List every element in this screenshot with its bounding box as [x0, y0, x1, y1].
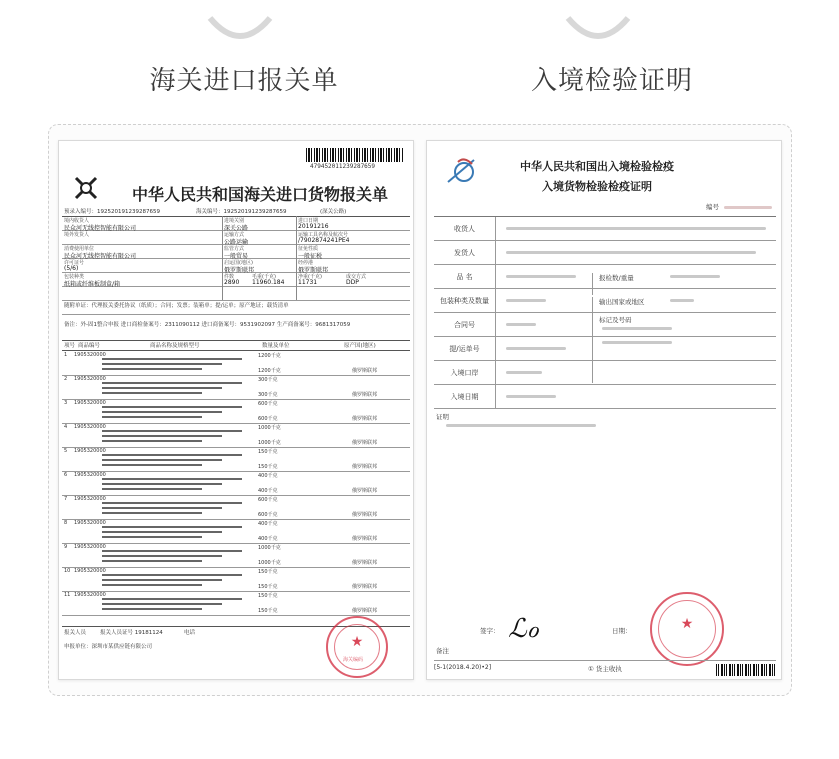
goods-origin-country: 俄罗斯联邦: [352, 392, 378, 398]
row-label: 包装种类及数量: [434, 289, 496, 312]
field-label: 成交方式: [346, 274, 367, 280]
redacted-value: [506, 227, 766, 230]
redacted-value: [670, 275, 720, 278]
table-row: [62, 376, 410, 400]
field-value: 20191216: [298, 223, 329, 230]
customs-form-title: 中华人民共和国海关进口货物报关单: [132, 185, 389, 204]
goods-description-line: [102, 502, 242, 504]
goods-origin-country: 俄罗斯联邦: [352, 440, 378, 446]
barcode: [306, 148, 404, 162]
sign-label: 签字：: [480, 627, 500, 635]
certificate-number-value: [724, 206, 772, 209]
redacted-value: [602, 341, 672, 344]
goods-quantity-legal: 300千克: [258, 392, 278, 398]
goods-description-line: [102, 459, 222, 461]
goods-header-origin: 原产国(地区): [344, 343, 376, 349]
goods-header-qty: 数量及单位: [262, 343, 290, 349]
goods-item-number: 8: [64, 520, 68, 526]
grid-line: [222, 216, 223, 300]
field-label: 包装种类: [64, 274, 85, 280]
field-value: 深关公路: [224, 225, 249, 232]
inspection-logo-icon: [444, 154, 484, 190]
goods-item-number: 10: [64, 568, 71, 574]
goods-quantity-legal: 400千克: [258, 536, 278, 542]
goods-quantity-legal: 150千克: [258, 464, 278, 470]
row-label: 提/运单号: [434, 337, 496, 360]
goods-quantity-legal: 150千克: [258, 608, 278, 614]
goods-hs-code: 1905320000: [74, 520, 106, 526]
goods-description-line: [102, 363, 222, 365]
goods-description-line: [102, 584, 202, 586]
table-row: [62, 424, 410, 448]
field-label: 消费使用单位: [64, 246, 95, 252]
goods-header-code: 商品编号: [78, 343, 101, 349]
field-value: /7902874241PE4: [298, 237, 350, 244]
inspection-table: [434, 216, 776, 430]
redacted-proof-text: [446, 424, 596, 427]
field-value: (5/6): [64, 265, 79, 272]
field-label: 监管方式: [224, 246, 245, 252]
grid-line: [62, 350, 410, 351]
goods-description-line: [102, 555, 222, 557]
goods-origin-country: 俄罗斯联邦: [352, 608, 378, 614]
goods-quantity-legal: 1000千克: [258, 440, 281, 446]
goods-description-line: [102, 416, 202, 418]
goods-description-line: [102, 411, 222, 413]
redacted-value: [506, 395, 556, 398]
goods-description-line: [102, 608, 202, 610]
goods-origin-country: 俄罗斯联邦: [352, 536, 378, 542]
goods-item-number: 5: [64, 448, 68, 454]
field-label: 许可证号: [64, 260, 85, 266]
table-row: [434, 217, 776, 241]
goods-description-line: [102, 430, 242, 432]
goods-origin-country: 俄罗斯联邦: [352, 584, 378, 590]
heading-inspection-certificate: 入境检验证明: [530, 66, 693, 96]
grid-line: [62, 300, 410, 301]
row-label: 收货人: [434, 217, 496, 240]
goods-quantity: 1200千克: [258, 353, 281, 359]
field-label: 件数: [224, 274, 235, 280]
redacted-value: [506, 251, 756, 254]
goods-list: [58, 352, 414, 622]
field-value: DDP: [346, 279, 359, 286]
goods-description-line: [102, 440, 202, 442]
table-row: [62, 520, 410, 544]
row-label: 发货人: [434, 241, 496, 264]
goods-hs-code: 1905320000: [74, 544, 106, 550]
goods-description-line: [102, 598, 242, 600]
field-value: 11960.184: [252, 279, 285, 286]
table-row: [62, 592, 410, 616]
goods-item-number: 4: [64, 424, 68, 430]
row-label: 合同号: [434, 313, 496, 336]
footer-declarant-id: 报关人员证号 19181124: [100, 630, 163, 636]
goods-description-line: [102, 531, 222, 533]
goods-quantity: 300千克: [258, 377, 278, 383]
grid-line: [62, 314, 410, 315]
field-label: 启运国(地区): [224, 260, 253, 266]
grid-line: [296, 216, 297, 300]
goods-quantity: 150千克: [258, 449, 278, 455]
goods-header-no: 项号: [64, 343, 76, 349]
goods-description-line: [102, 382, 242, 384]
table-row: [434, 385, 776, 409]
certificate-number-label: 编号: [706, 203, 719, 211]
field-label: 进口日期: [298, 218, 319, 224]
field-label: 运输方式: [224, 232, 245, 238]
table-row: [62, 496, 410, 520]
goods-quantity: 400千克: [258, 473, 278, 479]
header-customs-number: 海关编号：192520191239287659: [196, 209, 287, 215]
laurel-emblem-icon: [563, 14, 633, 40]
inspection-title-line2: 入境货物检验检疫证明: [542, 180, 652, 193]
goods-origin-country: 俄罗斯联邦: [352, 512, 378, 518]
goods-description-line: [102, 454, 242, 456]
goods-description-line: [102, 579, 222, 581]
goods-origin-country: 俄罗斯联邦: [352, 416, 378, 422]
laurel-emblem-icon: [205, 14, 275, 40]
goods-hs-code: 1905320000: [74, 352, 106, 358]
grid-line: [434, 660, 776, 661]
field-label: 进境关别: [224, 218, 245, 224]
goods-description-line: [102, 536, 202, 538]
goods-description-line: [102, 483, 222, 485]
goods-description-line: [102, 512, 202, 514]
goods-description-line: [102, 464, 202, 466]
goods-header-name: 商品名称及规格型号: [150, 343, 200, 349]
redacted-value: [506, 323, 536, 326]
goods-description-line: [102, 550, 242, 552]
heading-customs-declaration: 海关进口报关单: [149, 66, 339, 96]
field-label: 运输工具名称及航次号: [298, 232, 349, 238]
date-label: 日期：: [612, 627, 632, 635]
footer-phone: 电话: [184, 630, 196, 636]
table-row: [62, 544, 410, 568]
field-label: 经停港: [298, 260, 314, 266]
goods-description-line: [102, 368, 202, 370]
row-label: 品 名: [434, 265, 496, 288]
goods-description-line: [102, 435, 222, 437]
proof-label: 证明: [436, 413, 449, 421]
goods-item-number: 3: [64, 400, 68, 406]
goods-hs-code: 1905320000: [74, 448, 106, 454]
goods-hs-code: 1905320000: [74, 496, 106, 502]
grid-line: [62, 340, 410, 341]
goods-hs-code: 1905320000: [74, 376, 106, 382]
goods-description-line: [102, 406, 242, 408]
field-value: 民众河无线控智能有限公司: [64, 225, 137, 232]
goods-quantity: 400千克: [258, 521, 278, 527]
goods-description-line: [102, 603, 222, 605]
goods-origin-country: 俄罗斯联邦: [352, 368, 378, 374]
goods-quantity-legal: 150千克: [258, 584, 278, 590]
goods-item-number: 11: [64, 592, 71, 598]
goods-quantity-legal: 1000千克: [258, 560, 281, 566]
goods-quantity-legal: 600千克: [258, 512, 278, 518]
goods-quantity: 150千克: [258, 569, 278, 575]
field-label: 征免性质: [298, 246, 319, 252]
footer-declaring-unit: 申报单位：深圳市某供应链有限公司: [64, 644, 153, 650]
goods-item-number: 6: [64, 472, 68, 478]
table-row: [62, 448, 410, 472]
goods-quantity: 150千克: [258, 593, 278, 599]
seal-text: 海关编码: [343, 657, 364, 663]
row-extra-label: 报检数/重量: [592, 273, 634, 295]
barcode-number: 479452011239287659: [310, 163, 376, 170]
footer-declarant: 报关人员: [64, 630, 87, 636]
goods-description-line: [102, 387, 222, 389]
goods-quantity: 600千克: [258, 497, 278, 503]
goods-quantity: 600千克: [258, 401, 278, 407]
goods-quantity-legal: 600千克: [258, 416, 278, 422]
goods-hs-code: 1905320000: [74, 472, 106, 478]
redacted-value: [602, 327, 672, 330]
goods-quantity: 1000千克: [258, 425, 281, 431]
field-value: 民众河无线控智能有限公司: [64, 253, 137, 260]
header-prerecord-number: 预录入编号：192520191239287659: [64, 209, 160, 215]
table-row: [434, 337, 776, 361]
goods-origin-country: 俄罗斯联邦: [352, 464, 378, 470]
field-label: 净重(千克): [298, 274, 322, 280]
inspection-title-line1: 中华人民共和国出入境检验检疫: [520, 160, 674, 173]
field-value: 公路运输: [224, 239, 249, 246]
remarks-label: 备注: [436, 647, 449, 655]
goods-quantity-legal: 400千克: [258, 488, 278, 494]
header-port: (深关公路): [320, 209, 347, 215]
attached-documents-line: 随附单证：代理报关委托协议（纸质）；合同；发票；装箱单；提/运单；原产地证；载货清单: [64, 303, 289, 309]
inspection-red-seal: ★: [650, 592, 724, 666]
goods-hs-code: 1905320000: [74, 568, 106, 574]
table-row: [434, 241, 776, 265]
table-row: [434, 361, 776, 385]
table-row: [434, 289, 776, 313]
field-value: 2890: [224, 279, 240, 286]
table-row: [434, 313, 776, 337]
goods-description-line: [102, 392, 202, 394]
goods-description-line: [102, 526, 242, 528]
goods-origin-country: 俄罗斯联邦: [352, 488, 378, 494]
row-label: 入境口岸: [434, 361, 496, 384]
goods-hs-code: 1905320000: [74, 400, 106, 406]
field-value: 一般征税: [298, 253, 323, 260]
barcode: [716, 664, 776, 676]
goods-description-line: [102, 478, 242, 480]
field-value: 俄罗斯联邦: [298, 267, 329, 274]
goods-description-line: [102, 507, 222, 509]
goods-item-number: 2: [64, 376, 68, 382]
field-label: 毛重(千克): [252, 274, 276, 280]
table-row: [62, 568, 410, 592]
table-row: [62, 400, 410, 424]
row-label: 入境日期: [434, 385, 496, 408]
goods-hs-code: 1905320000: [74, 592, 106, 598]
field-value: 纸箱或纤维板制盒/箱: [64, 281, 121, 288]
redacted-value: [670, 299, 694, 302]
field-label: 境内收货人: [64, 218, 90, 224]
goods-item-number: 9: [64, 544, 68, 550]
footer-copy-note: ① 货主收执: [588, 665, 622, 673]
redacted-value: [506, 371, 542, 374]
signature: ℒℴ: [508, 614, 539, 644]
redacted-value: [506, 299, 546, 302]
row-extra-label: 输出国家或地区: [592, 297, 645, 319]
goods-description-line: [102, 574, 242, 576]
goods-quantity-legal: 1200千克: [258, 368, 281, 374]
goods-quantity: 1000千克: [258, 545, 281, 551]
row-extra-label: 标记及号码: [592, 315, 632, 383]
goods-description-line: [102, 358, 242, 360]
field-value: 11731: [298, 279, 318, 286]
goods-item-number: 7: [64, 496, 68, 502]
table-row: [62, 352, 410, 376]
field-value: 一般贸易: [224, 253, 249, 260]
field-label: 境外发货人: [64, 232, 90, 238]
goods-hs-code: 1905320000: [74, 424, 106, 430]
redacted-value: [506, 275, 576, 278]
table-row: [62, 472, 410, 496]
customs-emblem-icon: [72, 174, 100, 202]
footer-form-code: [5-1(2018.4.20)•2]: [434, 664, 492, 671]
table-row: [434, 265, 776, 289]
customs-red-seal: ★: [326, 616, 388, 678]
goods-description-line: [102, 560, 202, 562]
remarks-line: 备注：外-固1整合申报 进口商检备案号：2311090112 进口商备案号：9531902097 生产商备案号：9681317059: [64, 322, 351, 328]
goods-origin-country: 俄罗斯联邦: [352, 560, 378, 566]
field-value: 俄罗斯联邦: [224, 267, 255, 274]
redacted-value: [506, 347, 566, 350]
goods-description-line: [102, 488, 202, 490]
goods-item-number: 1: [64, 352, 68, 358]
